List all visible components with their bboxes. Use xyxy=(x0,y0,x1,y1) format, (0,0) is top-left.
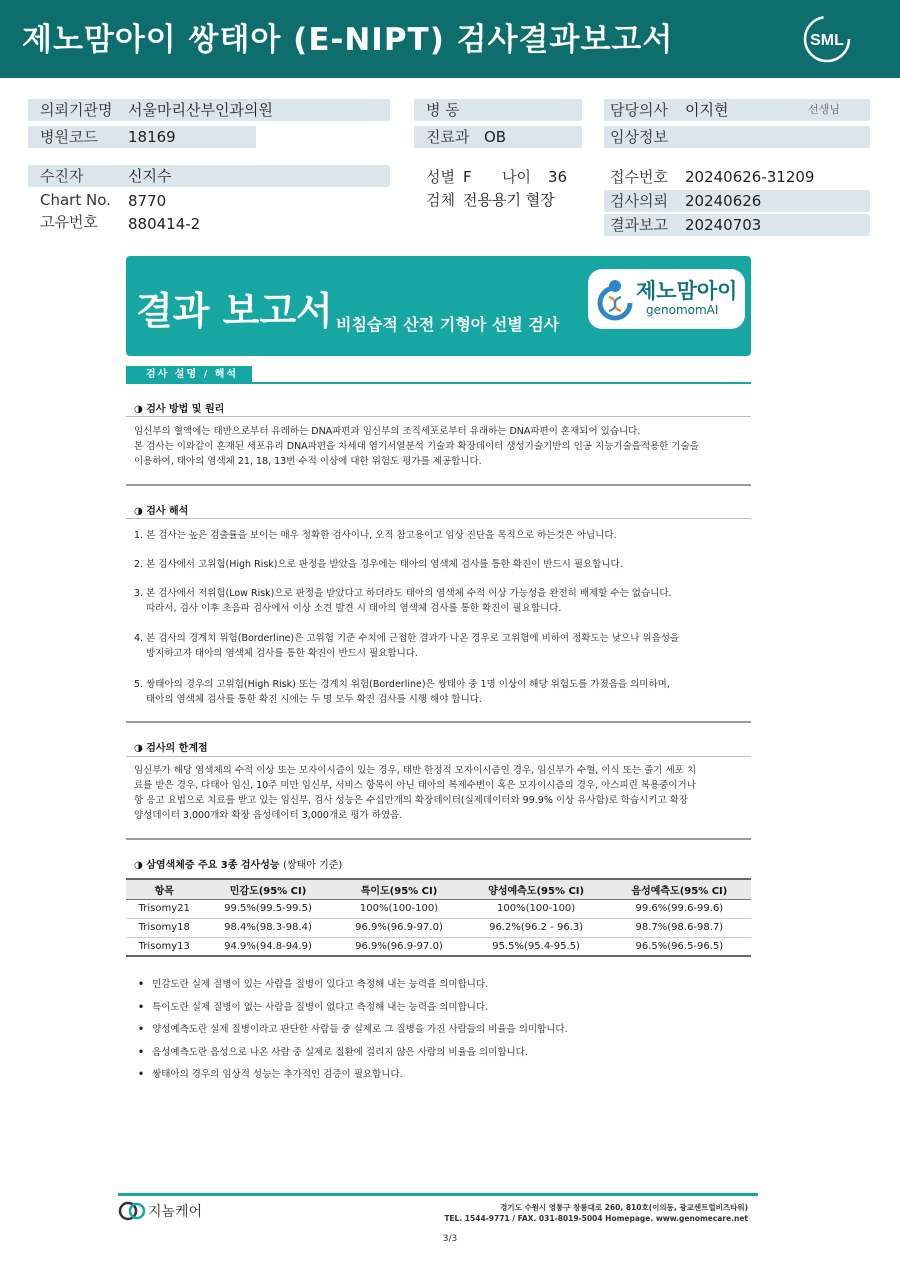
sex-label: 성별 xyxy=(426,168,455,186)
method-heading: ◑ 검사 방법 및 원리 xyxy=(134,404,225,415)
interp-line: 1. 본 검사는 높은 검출률을 보이는 매우 정확한 검사이나, 오직 참고용이고 임상 진단을 목적으로 하는것은 아닙니다. xyxy=(134,530,617,541)
table-header-row xyxy=(126,879,751,899)
limit-line: 임신부가 해당 염색체의 수적 이상 또는 모자이시즘이 있는 경우, 태반 한정적 모자이시즘인 경우, 임신부가 수혈, 이식 또는 줄기 세포 치 xyxy=(134,765,696,776)
receipt-label: 접수번호 xyxy=(610,168,668,186)
genomecare-logo-icon xyxy=(118,1200,146,1222)
brand-english: genomomAI xyxy=(646,303,719,317)
interp-item-5 xyxy=(134,677,754,707)
footer-address xyxy=(444,1202,748,1224)
limit-rule xyxy=(126,756,751,757)
report-label: 결과보고 xyxy=(610,216,668,234)
limit-heading: ◑ 검사의 한계점 xyxy=(134,743,208,754)
table-cell: 98.7%(98.6-98.7) xyxy=(608,918,751,937)
note-item: • 특이도란 실제 질병이 없는 사람을 질병이 없다고 측정해 내는 능력을 의미합니다. xyxy=(138,999,568,1022)
interp-item-2 xyxy=(134,557,754,572)
limit-line: 료를 받은 경우, 다태아 임신, 10주 미만 임신부, 서비스 항목이 아닌 태아의 복제수변이 혹은 모자이시즘의 경우, 아스피린 복용중이거나 xyxy=(134,780,696,791)
request-value: 20240626 xyxy=(685,192,762,210)
footer-line xyxy=(118,1193,758,1196)
method-paragraph xyxy=(134,424,754,469)
notes-list xyxy=(138,976,568,1089)
clinical-label: 임상정보 xyxy=(610,128,668,146)
section-line xyxy=(126,382,751,384)
perf-heading xyxy=(134,856,342,871)
institution-label: 의뢰기관명 xyxy=(40,101,113,119)
interp-line: 5. 쌍태아의 경우의 고위험(High Risk) 또는 경계치 위험(Borderline)은 쌍태아 중 1명 이상이 해당 위험도를 가졌음을 의미하며, xyxy=(134,679,670,690)
table-cell: 99.5%(99.5-99.5) xyxy=(203,899,334,918)
table-cell: 95.5%(95.4-95.5) xyxy=(465,937,608,956)
limit-line: 항 응고 요법으로 치료를 받고 있는 임신부, 검사 성능은 수십만개의 확장데이터(실제데이터와 99.9% 이상 유사함)로 학습시키고 확장 xyxy=(134,795,688,806)
note-item: • 쌍태아의 경우의 임상적 성능는 추가적인 검증이 필요합니다. xyxy=(138,1066,568,1089)
institution-value: 서울마리산부인과의원 xyxy=(128,101,273,119)
interp-item-4 xyxy=(134,631,754,661)
table-cell: 100%(100-100) xyxy=(334,899,465,918)
method-rule xyxy=(126,416,751,417)
interp-line: 2. 본 검사에서 고위험(High Risk)으로 판정을 받았을 경우에는 태아의 염색체 검사를 통한 확진이 반드시 필요합니다. xyxy=(134,559,623,570)
table-cell: 96.9%(96.9-97.0) xyxy=(334,937,465,956)
method-line: 본 검사는 이와같이 혼재된 세포유리 DNA파편을 차세대 염기서열분석 기술과 확장데이터 생성기술기반의 인공 지능기술을적용한 기술을 xyxy=(134,441,699,452)
interp-line: 4. 본 검사의 경계치 위험(Borderline)은 고위험 기준 수치에 근접한 결과가 나온 경우로 고위험에 비하여 정확도는 낮으나 위음성을 xyxy=(134,633,680,644)
section-tab: 검사 설명 / 해석 xyxy=(126,366,252,383)
performance-table xyxy=(126,878,751,957)
header-bar xyxy=(0,0,900,78)
method-end-rule xyxy=(126,484,751,486)
perf-title: ◑ 삼염색체증 주요 3종 검사성능 xyxy=(134,860,280,871)
dept-value: OB xyxy=(484,128,507,146)
limit-end-rule xyxy=(126,838,751,840)
note-item: • 민감도란 실제 질병이 있는 사람을 질병이 있다고 측정해 내는 능력을 의미합니다. xyxy=(138,976,568,999)
unique-value: 880414-2 xyxy=(128,215,201,233)
address-line: 경기도 수원시 영통구 창룡대로 260, 810호(이의동, 광교센트럴비즈타워) xyxy=(500,1203,748,1212)
unique-label: 고유번호 xyxy=(40,213,98,231)
table-cell: 96.5%(96.5-96.5) xyxy=(608,937,751,956)
table-row xyxy=(126,918,751,937)
hospital-code-label: 병원코드 xyxy=(40,128,98,146)
patient-value: 신지수 xyxy=(128,167,172,185)
svg-text:SML: SML xyxy=(810,32,844,49)
genomom-logo-icon xyxy=(596,277,634,321)
note-item: • 양성예측도란 실제 질병이라고 판단한 사람들 중 실제로 그 질병을 가진 사람들의 비율을 의미합니다. xyxy=(138,1021,568,1044)
specimen-label: 검체 xyxy=(426,191,455,209)
interp-line: 3. 본 검사에서 저위험(Low Risk)으로 판정을 받았다고 하더라도 태아의 염색체 수적 이상 가능성을 완전히 배제할 수는 없습니다. xyxy=(134,588,672,599)
sex-value: F xyxy=(463,168,472,186)
specimen-value: 전용용기 혈장 xyxy=(463,191,555,209)
table-cell: Trisomy13 xyxy=(126,937,203,956)
age-value: 36 xyxy=(548,168,568,186)
interp-item-1 xyxy=(134,528,754,543)
page-number: 3/3 xyxy=(442,1234,458,1244)
ward-label: 병 동 xyxy=(426,101,460,119)
table-cell: Trisomy18 xyxy=(126,918,203,937)
footer-logo xyxy=(118,1200,203,1222)
method-line: 임신부의 혈액에는 태반으로부터 유래하는 DNA파편과 임신부의 조직세포로부터 유래하는 DNA파편이 혼재되어 있습니다. xyxy=(134,426,641,437)
report-title: 제노맘아이 쌍태아 (E-NIPT) 검사결과보고서 xyxy=(22,22,674,58)
sml-logo-icon xyxy=(802,14,852,64)
contact-line: TEL. 1544-9771 / FAX. 031-8019-5004 Homepage. www.genomecare.net xyxy=(444,1214,748,1223)
limit-paragraph xyxy=(134,763,754,823)
limit-line: 양성데이터 3,000개와 확장 음성데이터 3,000개로 평가 하였음. xyxy=(134,810,403,821)
perf-title-sub: (쌍태아 기준) xyxy=(283,860,343,871)
table-cell: 96.9%(96.9-97.0) xyxy=(334,918,465,937)
brand-name: 제노맘아이 xyxy=(636,279,738,303)
interp-line: 태아의 염색체 검사를 통한 확진 시에는 두 명 모두 확진 검사를 시행 해야 합니다. xyxy=(146,694,482,705)
report-value: 20240703 xyxy=(685,216,762,234)
table-cell: 100%(100-100) xyxy=(465,899,608,918)
chart-value: 8770 xyxy=(128,192,167,210)
doctor-suffix: 선생님 xyxy=(808,103,840,116)
table-header: 항목 xyxy=(154,885,174,897)
table-row xyxy=(126,937,751,956)
banner-subtitle: 비침습적 산전 기형아 선별 검사 xyxy=(336,315,560,334)
doctor-value: 이지현 xyxy=(685,101,729,119)
note-item: • 음성예측도란 음성으로 나온 사람 중 실제로 질환에 걸리지 않은 사람의 비율을 의미합니다. xyxy=(138,1044,568,1067)
table-cell: 96.2%(96.2 - 96.3) xyxy=(465,918,608,937)
table-cell: 98.4%(98.3-98.4) xyxy=(203,918,334,937)
table-header: 특이도(95% CI) xyxy=(360,885,438,897)
method-line: 이용하여, 태아의 염색체 21, 18, 13번 수적 이상에 대한 위험도 평가를 제공합니다. xyxy=(134,456,482,467)
footer-company: 지놈케어 xyxy=(148,1204,203,1220)
patient-label: 수진자 xyxy=(40,167,84,185)
doctor-label: 담당의사 xyxy=(610,101,668,119)
age-label: 나이 xyxy=(502,168,531,186)
table-cell: Trisomy21 xyxy=(126,899,203,918)
table-header: 민감도(95% CI) xyxy=(229,885,307,897)
chart-label: Chart No. xyxy=(40,191,111,209)
receipt-value: 20240626-31209 xyxy=(685,168,815,186)
interp-heading: ◑ 검사 해석 xyxy=(134,506,189,517)
interp-rule xyxy=(126,518,751,519)
table-cell: 94.9%(94.8-94.9) xyxy=(203,937,334,956)
table-header: 음성예측도(95% CI) xyxy=(631,885,728,897)
interp-line: 방지하고자 태아의 염색체 검사를 통한 확진이 반드시 필요합니다. xyxy=(146,648,418,659)
dept-label: 진료과 xyxy=(426,128,470,146)
interp-end-rule xyxy=(126,721,751,723)
interp-item-3 xyxy=(134,586,754,616)
brand-box xyxy=(588,269,745,329)
interp-line: 따라서, 검사 이후 초음파 검사에서 이상 소견 발견 시 태아의 염색체 검사를 통한 확진이 필요합니다. xyxy=(146,603,562,614)
table-cell: 99.6%(99.6-99.6) xyxy=(608,899,751,918)
table-header: 양성예측도(95% CI) xyxy=(488,885,585,897)
table-row xyxy=(126,899,751,918)
result-banner xyxy=(126,256,751,356)
hospital-code-value: 18169 xyxy=(128,128,176,146)
banner-title: 결과 보고서 xyxy=(136,289,333,333)
request-label: 검사의뢰 xyxy=(610,192,668,210)
